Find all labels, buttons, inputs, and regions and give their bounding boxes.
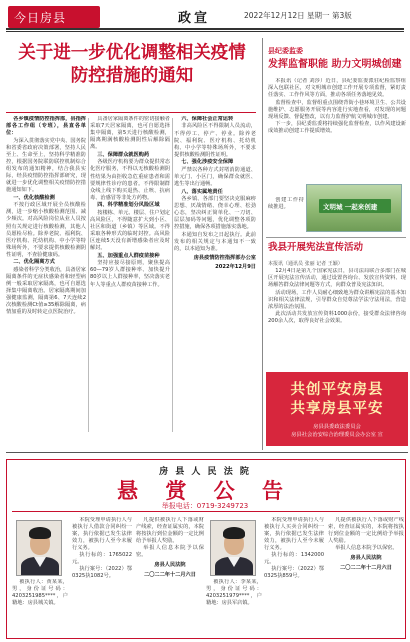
main-subheading: 七、强化涉疫安全保障	[181, 159, 234, 166]
photo-hair	[29, 527, 51, 539]
main-article-column-3	[174, 116, 256, 434]
article2-paragraph: 活动现场，工作人员耐心细致地为群众讲解宪法的基本知识和相关法律法规，引导群众自觉尊法学法守法用法，营造浓厚的法治氛围。	[268, 289, 406, 310]
main-paragraph: 感染者科学分类收治，具备居家隔离条件的无症状感染者和轻型病例一般采取居家隔离，也可自愿选择集中隔离收治。居家隔离期间加强健康监测，隔离第6、7天连续2次核酸检测Ct值≥35解除隔离，病情加重的及时转定点医院治疗。	[6, 266, 86, 316]
main-paragraph: 严禁以各种方式封堵消防通道、单元门、小区门，确保群众就医、逃生等出行通畅。	[174, 166, 256, 188]
main-paragraph: 本通知自发布之日起执行。此前发布的相关规定与本通知不一致的，以本通知为准。	[174, 231, 256, 253]
main-subheading: 八、落实属地责任	[181, 188, 223, 195]
main-paragraph: 为深入贯彻落实党中央、国务院和省委省政府决策部署，坚持人民至上、生命至上，坚持科学精准防控，根据国务院联防联控机制综合组发布的通知精神，结合我县实际，经县疫情防控指挥部研究，现就进一步优化调整相关疫情防控措施通知如下。	[6, 137, 86, 194]
masthead	[0, 0, 410, 36]
main-subheading: 三、保障群众就医购药	[97, 151, 150, 158]
header-rule	[6, 28, 404, 30]
article1-paragraph: 本报讯（记者 刘莎）近日，县纪委监委派驻纪检监察组深入包联社区，对文明城市创建工作开展专项监督，紧盯责任落实、工作作风等方面，推动各项任务落地见效。	[268, 78, 406, 99]
notice-paragraph: 执行标的：1342000元。	[264, 552, 324, 565]
main-subheading: 二、优化隔离方式	[13, 259, 55, 266]
main-signature: 房县疫情防控指挥部办公室	[193, 255, 256, 262]
article2-paragraph: 此次活动共发放宣传资料1000余份，接受群众法律咨询200余人次，取得良好社会效果。	[268, 311, 406, 325]
main-subheading: 四、科学精准划分风险区域	[97, 202, 160, 209]
main-headline: 关于进一步优化调整相关疫情防控措施的通知	[18, 43, 246, 86]
notice-rule	[12, 511, 400, 512]
person-photo-1	[16, 520, 62, 576]
issue-date: 2022年12月12日 星期一 第3版	[244, 11, 352, 20]
main-subheading: 一、优化核酸检测	[13, 194, 55, 201]
article2-byline: 本报讯（通讯员 张丽 记者 王颖）	[268, 261, 343, 267]
column-divider	[88, 118, 89, 432]
notice-paragraph: 执行案号：（2022）鄂0325执1082号。	[72, 566, 132, 579]
main-paragraph: 各级医疗机构要为群众提供常态化医疗服务，不得以无核酸检测阴性结果为由拒收急危重症患者和需要规律性诊疗的患者。不得限制群众线上线下购买退热、止咳、抗病毒、治感冒等非处方药物。	[90, 159, 170, 201]
article1-paragraph: 下一步，县纪委监委将持续强化监督检查，以作风建设新成效推动创建工作提质增效。	[268, 121, 406, 135]
article2-body	[268, 268, 406, 372]
notice-paragraph: 本院受理申请执行人与被执行人买卖合同纠纷一案，执行依据已发生法律效力，被执行人至今未履行义务。	[264, 517, 324, 551]
slogan-line-2: 共享房县平安	[290, 400, 384, 417]
article-separator	[266, 237, 406, 238]
main-paragraph: 各乡镇、各部门要坚决克服麻痹思想、厌战情绪、侥幸心理、松劲心态，坚决纠正简单化、一刀切、层层加码等问题，优化调整各项防控措施，确保各项措施落实落地。	[174, 195, 256, 231]
article2-paragraph: 12月4日是第九个国家宪法日，县司法局联合多部门在城区开展宪法宣传活动，通过设置咨询台、发放宣传资料、现场解答群众法律问题等方式，向群众普及宪法知识。	[268, 268, 406, 289]
notice-signature: 房县人民法院	[154, 562, 186, 568]
person-photo-2	[210, 520, 256, 576]
notice-paragraph: 执行案号：（2022）鄂0325执859号。	[264, 566, 324, 579]
notice-paragraph: 凡提供被执行人下落或财产线索，经查证属实的，本院将按执行到位金额的一定比例给予举报人奖励。	[328, 517, 404, 544]
right-column-divider	[262, 38, 263, 450]
main-paragraph: 具备居家隔离条件的密切接触者采取7天居家隔离，也可自愿选择集中隔离，第5天进行核酸检测，隔离期满核酸检测阴性后解除隔离。	[90, 116, 170, 151]
page-section-divider	[6, 452, 408, 453]
photo-sign-text: 文明城 一起来创建	[323, 203, 378, 211]
main-paragraph: 不按行政区域开展全员核酸检测，进一步缩小核酸检测范围、减少频次。对高风险岗位从业人员按照有关规定进行核酸检测，其他人员愿检尽检。除养老院、福利院、医疗机构、托幼机构、中小学等特殊场所外，不要求提供核酸检测阴性证明，不查验健康码。	[6, 202, 86, 258]
article1-tail	[268, 197, 304, 233]
report-phone: 举报电话：0719-3249723	[161, 502, 249, 510]
person-1-caption	[12, 579, 68, 631]
newspaper-logo	[8, 6, 100, 28]
notice-title: 悬 赏 公 告	[117, 478, 293, 503]
article1-paragraph: 监督检查中，监督组重点围绕背街小巷环境卫生、公共设施维护、志愿服务开展等内容进行实地查看，对发现的问题现场反馈、督促整改，以有力监督护航文明城市创建。	[268, 99, 406, 120]
header-rule-thin	[6, 31, 404, 32]
slogan-line-1: 共创平安房县	[290, 381, 384, 398]
main-article-column-1	[6, 116, 86, 434]
slogan-sponsor-1: 房县县委政法委员会	[313, 424, 361, 430]
notice-column-1	[72, 517, 132, 635]
slogan-sponsor-2: 房县社会治安综合治理委员会办公室 宣	[291, 432, 383, 438]
photo-sign	[319, 199, 391, 213]
article1-headline: 发挥监督职能 助力文明城创建	[268, 59, 402, 70]
notice-signature: 二〇二二年十二月六日	[144, 572, 196, 578]
court-name: 房 县 人 民 法 院	[159, 467, 251, 477]
notice-paragraph: 执行标的：1765022元。	[72, 552, 132, 565]
main-signature: 2022年12月9日	[215, 264, 256, 271]
article1-body	[268, 78, 406, 193]
main-paragraph: 按楼栋、单元、楼层、住户划定高风险区，不得随意扩大到小区、社区和街道（乡镇）等区域。不得采取各种形式的临时封控。高风险区连续5天没有新增感染者应及时解封。	[90, 209, 170, 252]
article2-headline: 我县开展宪法宣传活动	[268, 242, 364, 253]
notice-paragraph: 本院受理申请执行人与被执行人借款合同纠纷一案，执行依据已发生法律效力，被执行人至今未履行义务。	[72, 517, 132, 551]
main-article-column-2	[90, 116, 170, 434]
section-name: 政宣	[178, 11, 211, 26]
notice-paragraph: 举报人信息本院予以保密。	[335, 545, 398, 551]
main-paragraph: 非高风险区不得限制人员流动，不得停工、停产、停业。除养老院、福利院、医疗机构、托幼机构、中小学等特殊场所外，不要求提供核酸检测阴性证明。	[174, 123, 256, 158]
notice-column-4	[328, 517, 404, 635]
logo-text: 今日房县	[14, 11, 67, 25]
notice-signature: 房县人民法院	[350, 555, 382, 561]
main-paragraph: 坚持应接尽接原则，聚焦提高60—79岁人群接种率、加快提升80岁以上人群接种率，坚决落实老年人等重点人群疫苗接种工作。	[90, 260, 170, 288]
main-subheading: 六、保障社会正常运转	[181, 116, 234, 122]
right-section-label: 县纪委监委	[268, 47, 303, 55]
main-headline-box	[6, 40, 256, 110]
person-2-caption-text: 被执行人：李某某，男，身份证号码：4203251979****，户籍地：房县军店镇。	[206, 579, 262, 606]
headline-rule	[6, 112, 256, 113]
main-subheading: 五、加强重点人群疫苗接种	[97, 252, 160, 259]
main-subheading: 各乡镇疫情防控指挥部，县指挥部各工作组（专班），县直各单位：	[6, 116, 86, 137]
notice-paragraph: 举报人信息本院予以保密。	[136, 545, 204, 558]
column-divider	[172, 118, 173, 432]
notice-column-2	[136, 517, 204, 635]
article1-tail-text: 创建工作持续推进。	[268, 197, 304, 211]
person-1-caption-text: 被执行人：黄某某，男，身份证号码：4203251985****，户籍地：房县城关镇。	[12, 579, 68, 606]
notice-signature: 二〇二二年十二月六日	[340, 565, 392, 571]
notice-paragraph: 凡提供被执行人下落或财产线索，经查证属实的，本院将按执行到位金额的一定比例给予举报人奖励。	[136, 517, 204, 544]
notice-column-3	[264, 517, 324, 635]
person-2-caption	[206, 579, 262, 631]
safety-slogan-banner	[266, 372, 408, 446]
photo-hair	[223, 527, 245, 539]
article1-photo	[306, 184, 402, 232]
